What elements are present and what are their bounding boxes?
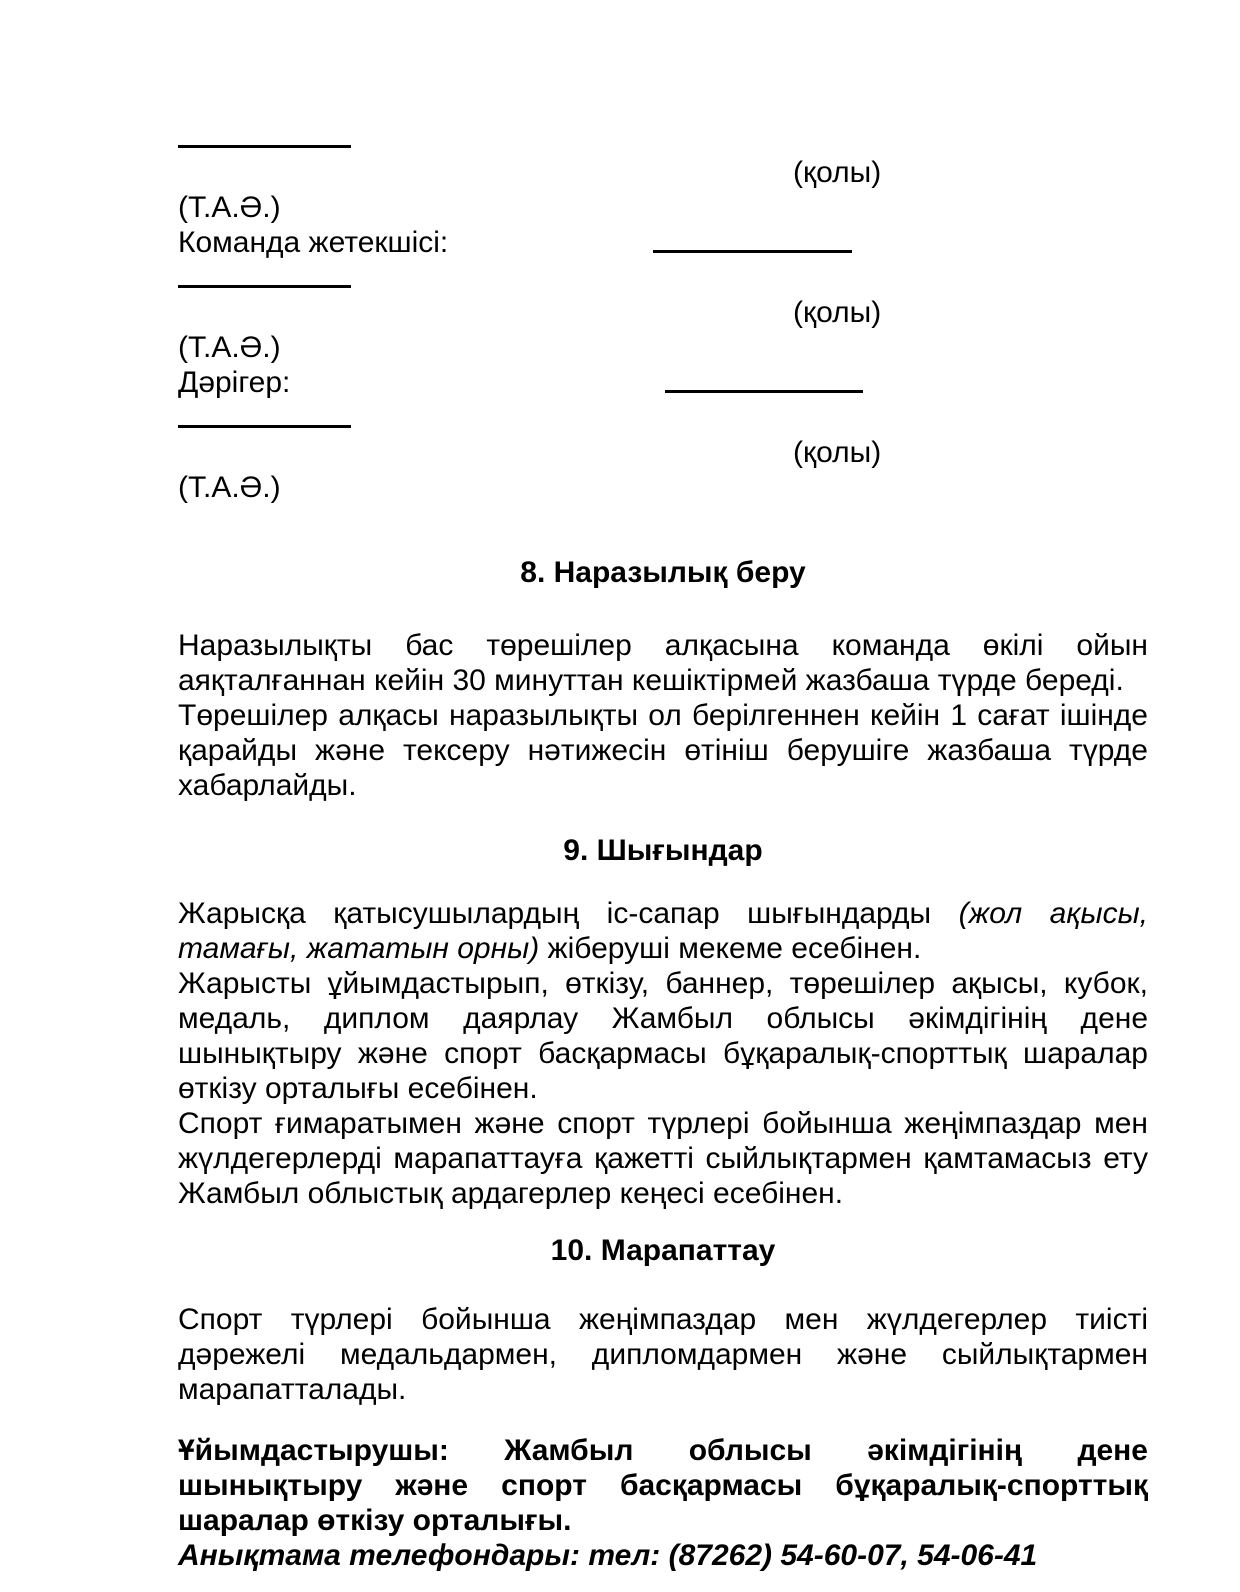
doctor-label: Дәрігер: [178, 366, 291, 399]
signature-line [178, 400, 351, 428]
signature-row [178, 330, 1148, 365]
signature-line [178, 120, 351, 148]
signature-row [178, 260, 1148, 295]
paragraph: Төрешілер алқасы наразылықты ол берілгеннен кейін 1 сағат ішінде қарайды және тексеру нәтижесін өтініш берушіге жазбаша түрде хабарлайды. [178, 699, 1148, 802]
signature-block [178, 120, 1148, 505]
section-10-body [178, 1302, 1148, 1407]
signature-row [178, 190, 1148, 225]
signature-row [178, 435, 1148, 470]
signature-caption: (қолы) [793, 156, 882, 189]
signature-row [178, 400, 1148, 435]
signature-line [178, 260, 351, 288]
signature-row [178, 470, 1148, 505]
organizer-paragraph: Ұйымдастырушы: Жамбыл облысы әкімдігінің дене шынықтыру және спорт басқармасы бұқаралық-спорттық шаралар өткізу орталығы. [178, 1434, 1148, 1537]
fullname-caption: (Т.А.Ә.) [178, 191, 281, 224]
paragraph-text: Жарысқа қатысушылардың іс-сапар шығындарды [178, 897, 959, 930]
phones-line: Анықтама телефондары: тел: (87262) 54-60-07, 54-06-41 [178, 1539, 1038, 1572]
signature-caption: (қолы) [793, 296, 882, 329]
paragraph-text: жіберуші мекеме есебінен. [539, 932, 922, 965]
signature-row [178, 365, 1148, 400]
section-9-heading: 9. Шығындар [563, 834, 763, 867]
paragraph [178, 896, 1148, 966]
fullname-caption: (Т.А.Ә.) [178, 471, 281, 504]
section-8-heading: 8. Наразылық беру [520, 556, 806, 589]
paragraph: Спорт түрлері бойынша жеңімпаздар мен жүлдегерлер тиісті дәрежелі медальдармен, дипломдармен және сыйлықтармен марапатталады. [178, 1303, 1148, 1406]
signature-row [178, 295, 1148, 330]
section-8-body [178, 628, 1148, 803]
paragraph: Спорт ғимаратымен және спорт түрлері бойынша жеңімпаздар мен жүлдегерлерді марапаттауға қажетті сыйлықтармен қамтамасыз ету Жамбыл облыстық ардагерлер кеңесі есебінен. [178, 1107, 1148, 1210]
signature-row [178, 120, 1148, 155]
section-10-heading: 10. Марапаттау [550, 1234, 776, 1267]
signature-line [665, 365, 863, 393]
paragraph: Наразылықты бас төрешілер алқасына команда өкілі ойын аяқталғаннан кейін 30 минуттан кешіктірмей жазбаша түрде береді. [178, 629, 1148, 697]
section-9-body [178, 896, 1148, 1211]
signature-row [178, 155, 1148, 190]
signature-caption: (қолы) [793, 436, 882, 469]
signature-line [653, 225, 852, 253]
fullname-caption: (Т.А.Ә.) [178, 331, 281, 364]
paragraph-italic-text: (жол ақысы, тамағы, жататын орны) [178, 897, 1149, 965]
team-leader-label: Команда жетекшісі: [178, 226, 449, 259]
paragraph: Жарысты ұйымдастырып, өткізу, баннер, төрешілер ақысы, кубок, медаль, диплом даярлау Жамбыл облысы әкімдігінің дене шынықтыру және спорт басқармасы бұқаралық-спорттық шаралар өткізу орталығы есебінен. [178, 967, 1148, 1105]
signature-row [178, 225, 1148, 260]
